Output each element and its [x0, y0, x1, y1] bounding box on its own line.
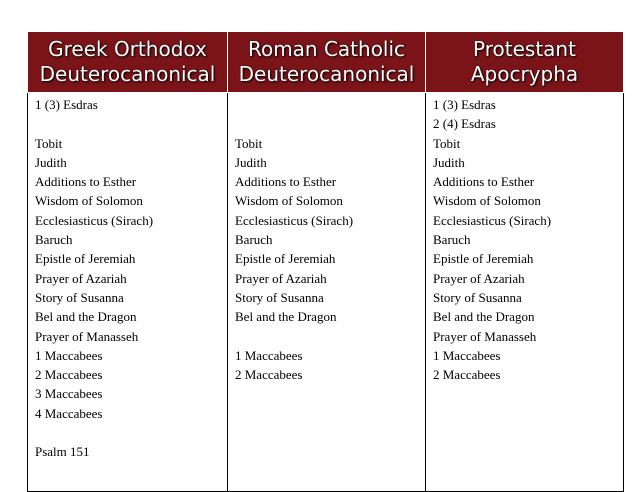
list-item: Wisdom of Solomon [433, 193, 541, 209]
greek-orthodox-books-cell [28, 93, 228, 492]
header-roman-catholic [228, 32, 426, 93]
header-greek-line1: Greek Orthodox [48, 37, 207, 61]
list-item: Additions to Esther [35, 174, 137, 190]
list-item: Epistle of Jeremiah [35, 251, 136, 267]
list-item: Prayer of Azariah [433, 270, 525, 286]
list-item: Prayer of Manasseh [35, 328, 139, 344]
list-item: Bel and the Dragon [235, 309, 337, 325]
blank-line [235, 95, 419, 114]
list-item: Story of Susanna [35, 289, 124, 305]
list-item: Wisdom of Solomon [35, 193, 143, 209]
list-item: 1 (3) Esdras [35, 97, 98, 112]
list-item: Ecclesiasticus (Sirach) [433, 212, 552, 228]
header-protestant-line2: Apocrypha [470, 62, 579, 86]
header-greek-line2: Deuterocanonical [39, 62, 216, 86]
list-item: 3 Maccabees [35, 386, 103, 402]
list-item: 4 Maccabees [35, 405, 103, 421]
list-item: Tobit [35, 135, 63, 151]
header-greek-orthodox [28, 32, 228, 93]
list-item: 1 Maccabees [433, 347, 501, 363]
header-protestant-line1: Protestant [473, 37, 576, 61]
list-item: 2 (4) Esdras [433, 116, 496, 132]
list-item: Judith [235, 154, 267, 170]
blank-line [235, 327, 419, 346]
list-item: 2 Maccabees [235, 367, 303, 383]
books-row [28, 93, 624, 492]
canon-comparison-table [27, 31, 624, 492]
list-item: Ecclesiasticus (Sirach) [235, 212, 354, 228]
roman-catholic-books-cell [228, 93, 426, 492]
list-item: Additions to Esther [433, 174, 535, 190]
list-item: Prayer of Azariah [35, 270, 127, 286]
list-item: Epistle of Jeremiah [433, 251, 534, 267]
list-item: 1 Maccabees [235, 347, 303, 363]
list-item: Bel and the Dragon [433, 309, 535, 325]
list-item: Psalm 151 [35, 444, 90, 460]
list-item: Story of Susanna [433, 289, 522, 305]
list-item: Tobit [235, 135, 263, 151]
list-item: Wisdom of Solomon [235, 193, 343, 209]
list-item: Prayer of Azariah [235, 270, 327, 286]
list-item: Ecclesiasticus (Sirach) [35, 212, 154, 228]
list-item: Additions to Esther [235, 174, 337, 190]
blank-line [235, 114, 419, 133]
list-item: Baruch [235, 232, 273, 248]
list-item: Judith [433, 154, 465, 170]
header-roman-line2: Deuterocanonical [238, 62, 415, 86]
list-item: 1 (3) Esdras [433, 97, 496, 112]
header-protestant [426, 32, 624, 93]
header-row [28, 32, 624, 93]
list-item: Story of Susanna [235, 289, 324, 305]
protestant-books-cell [426, 93, 624, 492]
list-item: Judith [35, 154, 67, 170]
list-item: Bel and the Dragon [35, 309, 137, 325]
list-item: Prayer of Manasseh [433, 328, 537, 344]
list-item: Epistle of Jeremiah [235, 251, 336, 267]
list-item: Tobit [433, 135, 461, 151]
blank-line [35, 423, 221, 442]
list-item: Baruch [433, 232, 471, 248]
list-item: 2 Maccabees [35, 367, 103, 383]
list-item: 1 Maccabees [35, 347, 103, 363]
list-item: 2 Maccabees [433, 367, 501, 383]
blank-line [35, 114, 221, 133]
header-roman-line1: Roman Catholic [247, 37, 406, 61]
list-item: Baruch [35, 232, 73, 248]
